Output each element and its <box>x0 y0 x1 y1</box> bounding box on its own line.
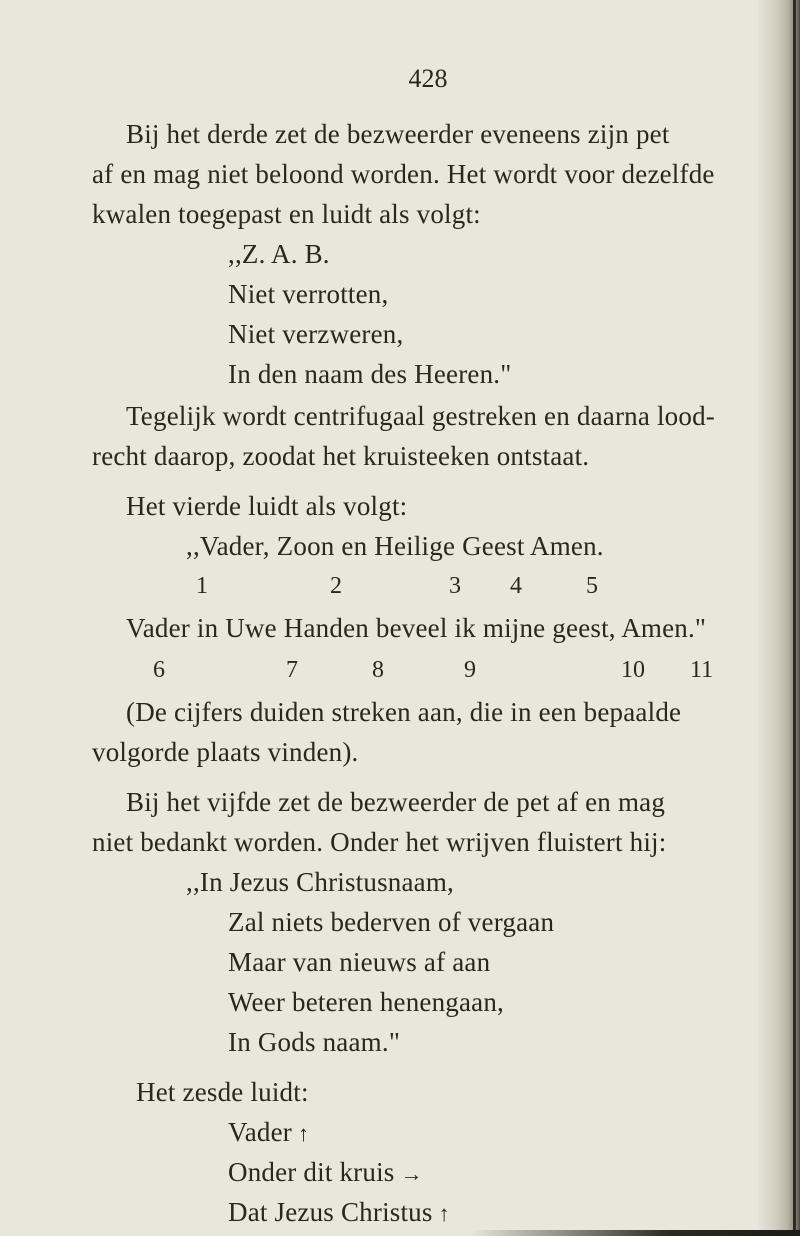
verse-line: Zal niets bederven of vergaan <box>228 907 555 937</box>
stroke-number: 7 <box>286 657 298 683</box>
verse-text: Dat Jezus Christus <box>228 1197 433 1227</box>
text-line: (De cijfers duiden streken aan, die in een bepaalde <box>126 697 682 727</box>
up-arrow-icon: ↑ <box>297 1121 310 1146</box>
stroke-number: 6 <box>153 657 165 683</box>
text-line: volgorde plaats vinden). <box>92 737 359 767</box>
stroke-number: 4 <box>510 573 522 599</box>
page-bottom-edge <box>470 1230 800 1236</box>
stroke-number: 5 <box>586 573 598 599</box>
book-edge-line <box>793 0 796 1236</box>
verse-line: ,,Vader, Zoon en Heilige Geest Amen. <box>186 531 604 561</box>
stroke-number: 3 <box>449 573 461 599</box>
stroke-number: 1 <box>196 573 208 599</box>
verse-text: Onder dit kruis <box>228 1157 395 1187</box>
text-line: niet bedankt worden. Onder het wrijven fluistert hij: <box>92 827 667 857</box>
verse-line: In den naam des Heeren." <box>228 359 512 389</box>
verse-line: ,,Z. A. B. <box>228 239 330 269</box>
stroke-number: 11 <box>690 657 714 683</box>
verse-line <box>228 1196 450 1230</box>
page-number: 428 <box>408 64 448 93</box>
stroke-number: 10 <box>621 657 645 683</box>
stroke-number: 9 <box>464 657 476 683</box>
text-line: af en mag niet beloond worden. Het wordt voor dezelfde <box>92 159 715 189</box>
text-line: Het vierde luidt als volgt: <box>126 491 408 521</box>
stroke-number: 2 <box>330 573 342 599</box>
text-line: Het zesde luidt: <box>136 1077 309 1107</box>
text-line: recht daarop, zoodat het kruisteeken ontstaat. <box>92 441 590 471</box>
verse-line: Niet verzweren, <box>228 319 404 349</box>
verse-line: Maar van nieuws af aan <box>228 947 491 977</box>
verse-line <box>228 1156 423 1190</box>
text-line: Bij het derde zet de bezweerder eveneens zijn pet <box>126 119 670 149</box>
right-arrow-icon: → <box>400 1161 423 1186</box>
up-arrow-icon: ↑ <box>438 1201 450 1226</box>
verse-text: Vader <box>228 1117 292 1147</box>
verse-line: Weer beteren henengaan, <box>228 987 505 1017</box>
verse-line: In Gods naam." <box>228 1027 401 1057</box>
text-line: Tegelijk wordt centrifugaal gestreken en daarna lood- <box>126 401 715 431</box>
verse-line: ,,In Jezus Christusnaam, <box>186 867 455 897</box>
text-line: Bij het vijfde zet de bezweerder de pet af en mag <box>126 787 666 817</box>
stroke-number: 8 <box>372 657 384 683</box>
verse-line: Niet verrotten, <box>228 279 389 309</box>
verse-line: Vader in Uwe Handen beveel ik mijne geest, Amen." <box>126 613 707 643</box>
text-line: kwalen toegepast en luidt als volgt: <box>92 199 481 229</box>
verse-line <box>228 1116 309 1150</box>
